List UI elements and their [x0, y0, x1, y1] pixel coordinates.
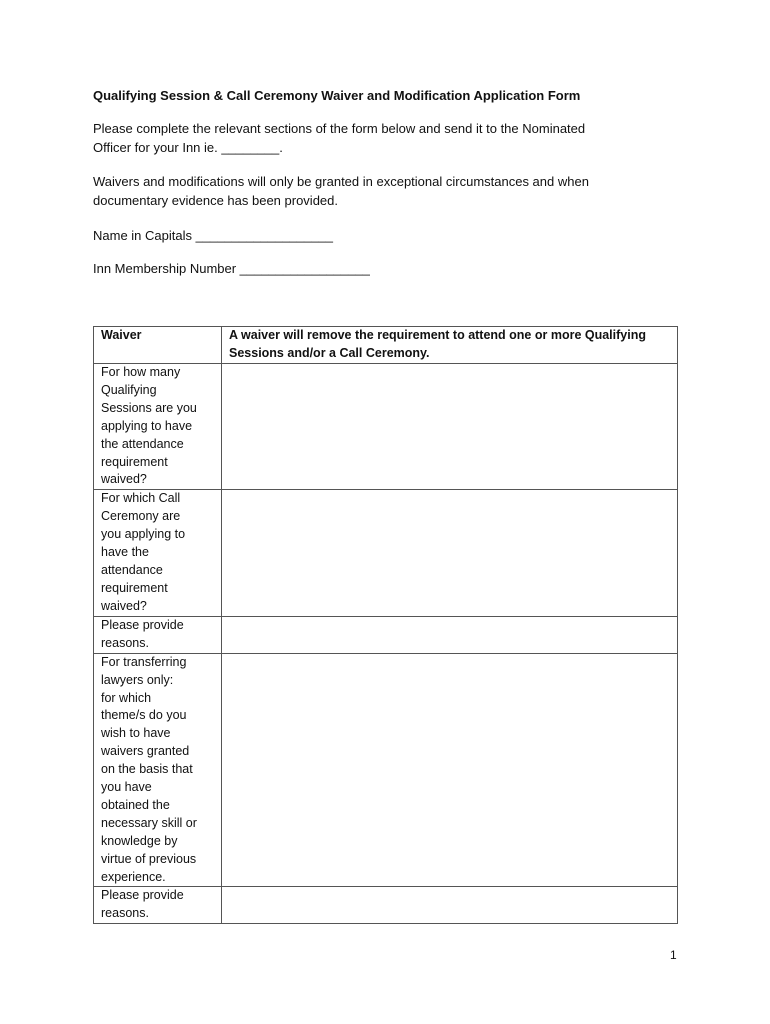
table-row — [94, 887, 678, 924]
answer-cell-reasons-1[interactable] — [222, 616, 678, 653]
name-in-capitals-field[interactable]: Name in Capitals ___________________ — [93, 228, 333, 243]
waiver-table — [93, 326, 678, 924]
table-row — [94, 616, 678, 653]
answer-cell-reasons-2[interactable] — [222, 887, 678, 924]
header-description-cell: A waiver will remove the requirement to attend one or more Qualifying Sessions and/or a Call Ceremony. — [222, 327, 678, 364]
header-waiver-cell: Waiver — [94, 327, 222, 364]
answer-cell-qualifying-sessions[interactable] — [222, 364, 678, 490]
instructions-line-2: Officer for your Inn ie. ________. — [93, 140, 283, 155]
inn-membership-number-field[interactable]: Inn Membership Number __________________ — [93, 261, 370, 276]
conditions-paragraph — [93, 172, 589, 210]
instructions-line-1: Please complete the relevant sections of the form below and send it to the Nominated — [93, 121, 586, 136]
conditions-line-1: Waivers and modifications will only be granted in exceptional circumstances and when — [93, 174, 589, 189]
page-number: 1 — [670, 948, 677, 962]
table-header-row — [94, 327, 678, 364]
answer-cell-call-ceremony[interactable] — [222, 490, 678, 616]
table-row — [94, 653, 678, 887]
row-label-reasons-1: Please provide reasons. — [94, 616, 222, 653]
row-label-call-ceremony: For which Call Ceremony are you applying to have the attendance requirement waived? — [94, 490, 222, 616]
row-label-qualifying-sessions: For how many Qualifying Sessions are you applying to have the attendance requirement waived? — [94, 364, 222, 490]
table-row — [94, 490, 678, 616]
row-label-transferring-lawyers: For transferring lawyers only: for which theme/s do you wish to have waivers granted on the basis that you have obtained the necessary skill or knowledge by virtue of previous experience. — [94, 653, 222, 887]
table-row — [94, 364, 678, 490]
form-title: Qualifying Session & Call Ceremony Waiver and Modification Application Form — [93, 88, 581, 103]
row-label-reasons-2: Please provide reasons. — [94, 887, 222, 924]
conditions-line-2: documentary evidence has been provided. — [93, 193, 338, 208]
answer-cell-transferring-lawyers[interactable] — [222, 653, 678, 887]
instructions-paragraph — [93, 119, 585, 157]
